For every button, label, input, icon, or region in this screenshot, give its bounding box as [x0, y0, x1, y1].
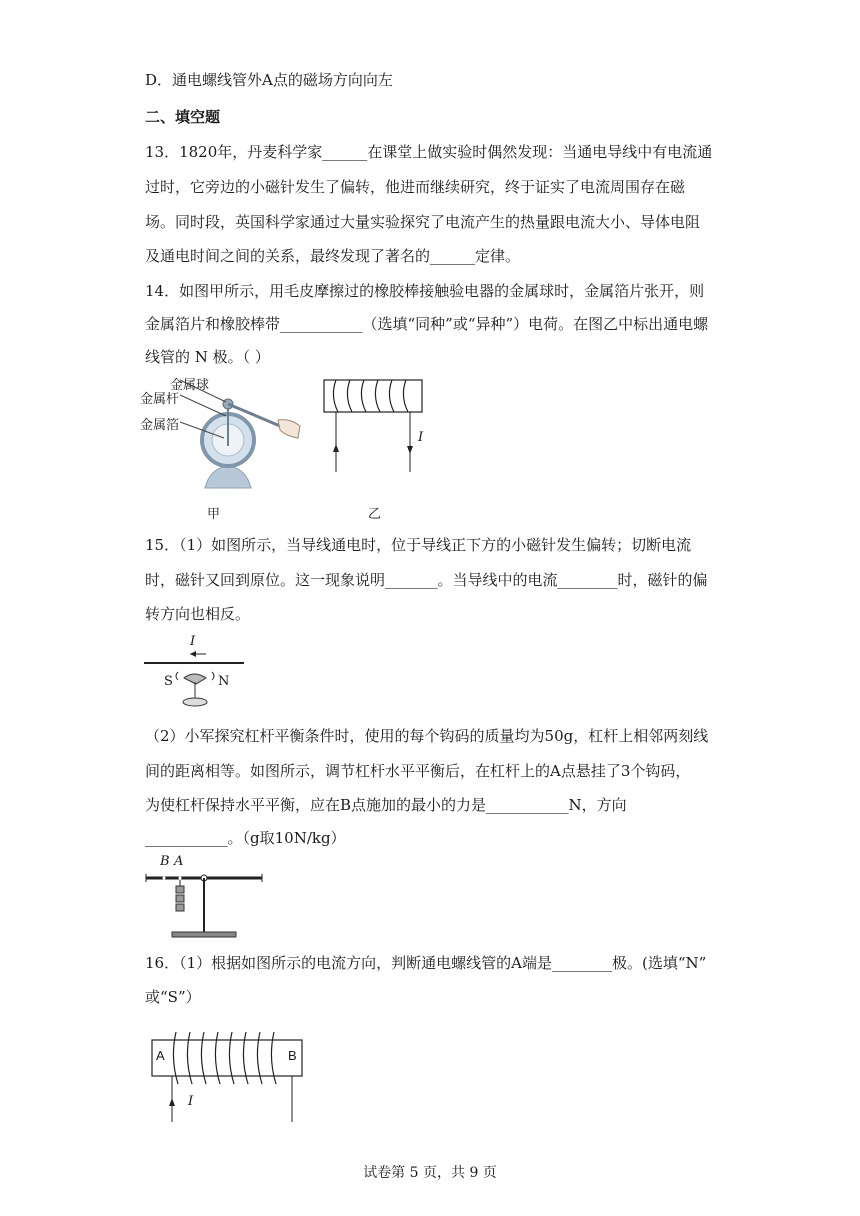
pole-n-label: N: [218, 674, 230, 689]
label-metal-rod: 金属杆: [140, 392, 180, 407]
q15-2-line-2: 间的距离相等。如图所示，调节杠杆水平平衡后，在杠杆上的A点悬挂了3个钩码，: [145, 762, 691, 780]
q13-line-2: 过时，它旁边的小磁针发生了偏转，他进而继续研究，终于证实了电流周围存在磁: [145, 178, 686, 196]
end-b-label: B: [288, 1048, 297, 1063]
q15-2-line-1: （2）小军探究杠杆平衡条件时，使用的每个钩码的质量均为50g，杠杆上相邻两刻线: [145, 727, 709, 745]
label-metal-foil: 金属箔: [140, 418, 180, 433]
page-footer: 试卷第 5 页，共 9 页: [363, 1165, 497, 1181]
current-label-wire: I: [190, 634, 196, 649]
caption-yi: 乙: [368, 507, 382, 522]
q15-line-3: 转方向也相反。: [145, 605, 251, 623]
q15-line-2: 时，磁针又回到原位。这一现象说明_______。当导线中的电流________时，磁针的偏: [145, 571, 708, 589]
q16-line-1: 16．（1）根据如图所示的电流方向，判断通电螺线管的A端是________极。(选填“N”: [145, 954, 707, 972]
q14-line-1: 14．如图甲所示，用毛皮摩擦过的橡胶棒接触验电器的金属球时，金属箔片张开，则: [145, 282, 705, 300]
solenoid-ab-diagram: [148, 1028, 308, 1124]
label-b: B: [160, 854, 170, 869]
q13-line-1: 13．1820年，丹麦科学家______在课堂上做实验时偶然发现：当通电导线中有电流通: [145, 143, 713, 161]
section-heading-fill-in: 二、填空题: [145, 108, 221, 126]
end-a-label: A: [156, 1048, 165, 1063]
q15-line-1: 15．（1）如图所示，当导线通电时，位于导线正下方的小磁针发生偏转；切断电流: [145, 536, 692, 554]
solenoid-ab-figure: [148, 1028, 308, 1124]
q13-line-4: 及通电时间之间的关系，最终发现了著名的______定律。: [145, 247, 521, 265]
electroscope-figure: [140, 368, 320, 498]
solenoid-b-diagram: [318, 372, 428, 482]
option-d: D．通电螺线管外A点的磁场方向向左: [145, 71, 393, 89]
solenoid-figure-b: [318, 372, 428, 482]
pole-s-label: S: [164, 674, 173, 689]
q13-line-3: 场。同时段，英国科学家通过大量实验探究了电流产生的热量跟电流大小、导体电阻: [145, 213, 701, 231]
current-label-ab: I: [188, 1094, 194, 1109]
label-a: A: [174, 854, 184, 869]
q14-line-3: 线管的 N 极。（ ）: [145, 348, 270, 366]
q15-2-line-4: ___________。（g取10N/kg）: [145, 829, 346, 847]
current-label-b: I: [418, 430, 424, 445]
q15-2-line-3: 为使杠杆保持水平平衡，应在B点施加的最小的力是___________N，方向: [145, 796, 627, 814]
wire-compass-figure: [140, 632, 250, 716]
caption-jia: 甲: [207, 507, 221, 522]
lever-figure: [142, 856, 272, 940]
q16-line-2: 或“S”）: [145, 988, 201, 1006]
q14-line-2: 金属箔片和橡胶棒带___________（选填“同种”或“异种”）电荷。在图乙中标出通电螺: [145, 315, 709, 333]
label-metal-ball: 金属球: [170, 378, 210, 393]
